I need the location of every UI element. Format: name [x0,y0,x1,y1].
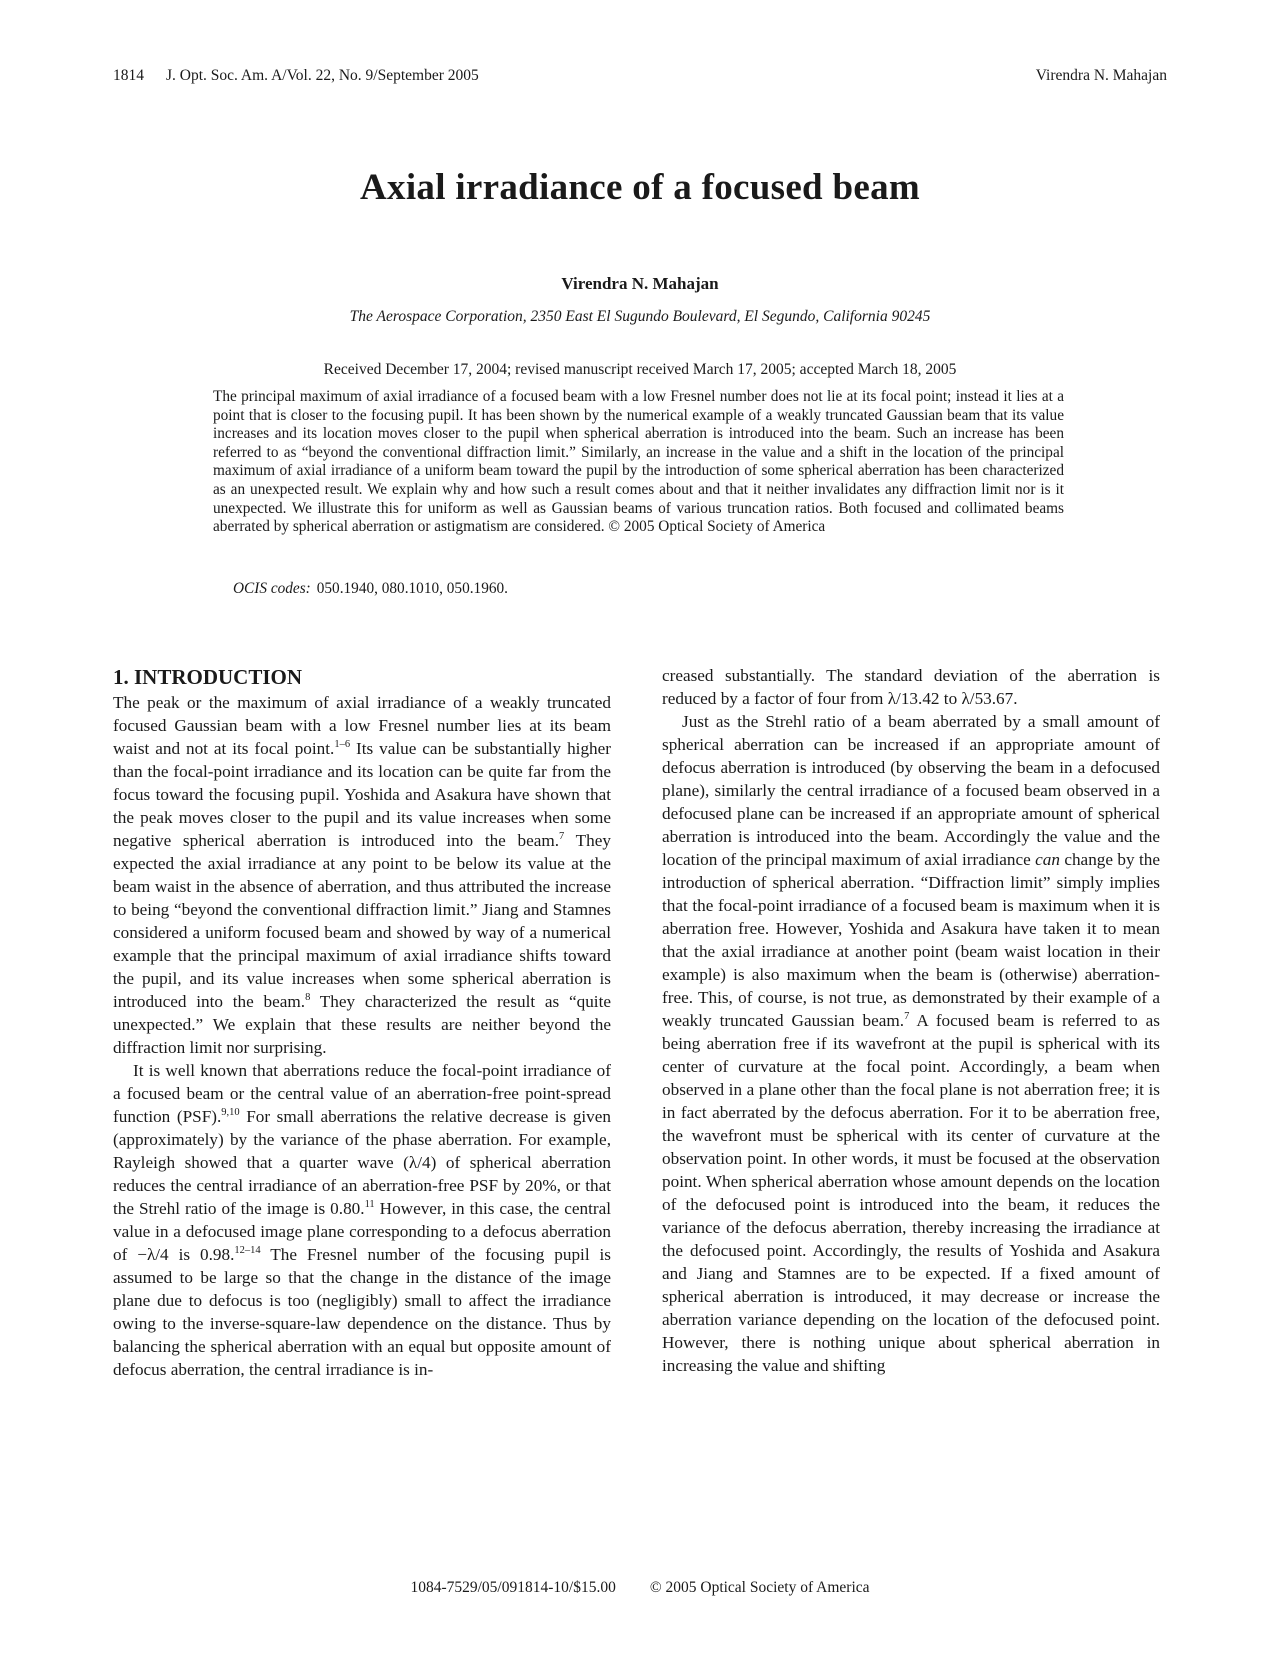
right-column [662,664,1160,1377]
text-run: For small aberrations the relative decrease is given (approximately) by the variance of the phase aberration. For example, Rayleigh showed that a quarter wave (λ/4) of spherical aberration reduces the central irradiance of an aberration-free PSF by 20%, or that the Strehl ratio of the image is 0.80. [113,1107,612,1218]
text-run: creased substantially. The standard deviation of the aberration is reduced by a factor of four from λ/13.42 to λ/53.67. [662,666,1160,708]
text-run: Just as the Strehl ratio of a beam aberrated by a small amount of spherical aberration can be increased if an appropriate amount of defocus aberration is introduced (by observing the beam in a defocused plane), similarly the central irradiance of a focused beam observed in a defocused plane can be increased if an appropriate amount of spherical aberration is introduced into the beam. Accordingly the value and the location of the principal maximum of axial irradiance [662,712,1160,869]
body-paragraph [113,1059,611,1381]
author-name: Virendra N. Mahajan [561,274,719,293]
text-run: It is well known that aberrations reduce the focal-point irradiance of a focused beam or the central value of an aberration-free point-spread function (PSF). [113,1061,611,1126]
running-header-left [113,66,479,86]
author-affiliation: The Aerospace Corporation, 2350 East El Sugundo Boulevard, El Segundo, California 90245 [349,308,931,325]
journal-citation: J. Opt. Soc. Am. A/Vol. 22, No. 9/September 2005 [166,67,479,84]
text-run: They expected the axial irradiance at any point to be below its value at the beam waist in the absence of aberration, and thus attributed the increase to being “beyond the conventional diffraction limit.” Jiang and Stamnes considered a uniform focused beam and showed by way of a numerical example that the principal maximum of axial irradiance shifts toward the pupil, and its value increases when some spherical aberration is introduced into the beam. [113,831,611,1011]
body-paragraph [662,710,1160,1377]
citation-ref: 1–6 [334,739,351,750]
citation-ref: 11 [364,1199,375,1210]
body-paragraph-continued [662,664,1160,710]
text-run: However, in this case, the central value in a defocused image plane corresponding to a defocus aberration of −λ/4 is 0.98. [113,1199,611,1264]
section-heading: 1. INTRODUCTION [113,665,303,689]
text-run: They characterized the result as “quite unexpected.” We explain that these results are neither beyond the diffraction limit nor surprising. [113,992,611,1057]
footer-copyright: © 2005 Optical Society of America [649,1579,870,1596]
text-run: A focused beam is referred to as being aberration free if its wavefront at the pupil is spherical with its center of curvature at the focal point. Accordingly, a beam when observed in a plane other than the focal plane is not aberration free; it is in fact aberrated by the defocus aberration. For it to be aberration free, the wavefront must be spherical with its center of curvature at the observation point. In other words, it must be focused at the observation point. When spherical aberration whose amount depends on the location of the defocused point is introduced into the beam, it reduces the variance of the defocus aberration, thereby increasing the irradiance at the defocused point. Accordingly, the results of Yoshida and Asakura and Jiang and Stamnes are to be expected. If a fixed amount of spherical aberration is introduced, it may decrease or increase the aberration variance depending on the location of the defocused point. However, there is nothing unique about spherical aberration in increasing the value and shifting [662,1011,1160,1375]
page-footer [0,1578,1280,1598]
received-dates: Received December 17, 2004; revised manuscript received March 17, 2005; accepted March 18, 2005 [323,361,957,378]
citation-ref: 8 [305,992,311,1003]
issn-price: 1084-7529/05/091814-10/$15.00 [410,1579,616,1596]
left-column [113,664,611,1381]
text-run: The peak or the maximum of axial irradiance of a weakly truncated focused Gaussian beam with a low Fresnel number lies at its beam waist and not at its focal point. [113,693,611,758]
body-paragraph [113,691,611,1059]
running-header-author: Virendra N. Mahajan [1035,67,1167,84]
page-number: 1814 [113,67,144,84]
citation-ref: 9,10 [221,1107,240,1118]
citation-ref: 12–14 [234,1245,261,1256]
paper-title: Axial irradiance of a focused beam [360,167,920,208]
ocis-label: OCIS codes: [233,580,311,597]
ocis-code-list: 050.1940, 080.1010, 050.1960. [316,580,508,597]
abstract: The principal maximum of axial irradiance of a focused beam with a low Fresnel number does not lie at its focal point; instead it lies at a point that is closer to the focusing pupil. It has been shown by the numerical example of a weakly truncated Gaussian beam that its value increases and its location moves closer to the pupil when spherical aberration is introduced into the beam. Such an increase has been referred to as “beyond the conventional diffraction limit.” Similarly, an increase in the value and a shift in the location of the principal maximum of axial irradiance of a uniform beam toward the pupil by the introduction of some spherical aberration has been characterized as an unexpected result. We explain why and how such a result comes about and that it neither invalidates any diffraction limit nor is it unexpected. We illustrate this for uniform as well as Gaussian beams of various truncation ratios. Both focused and collimated beams aberrated by spherical aberration or astigmatism are considered. © 2005 Optical Society of America [213,388,1064,536]
text-run: change by the introduction of spherical aberration. “Diffraction limit” simply implies that the focal-point irradiance of a focused beam is maximum when it is aberration free. However, Yoshida and Asakura have taken it to mean that the axial irradiance at another point (beam waist location in their example) is also maximum when the beam is (otherwise) aberration-free. This, of course, is not true, as demonstrated by their example of a weakly truncated Gaussian beam. [662,850,1160,1030]
text-run: Its value can be substantially higher than the focal-point irradiance and its location can be quite far from the focus toward the focusing pupil. Yoshida and Asakura have shown that the peak moves closer to the pupil and its value increases when some negative spherical aberration is introduced into the beam. [113,739,611,850]
emphasis: can [1035,850,1060,869]
citation-ref: 7 [904,1011,910,1022]
citation-ref: 7 [559,831,565,842]
text-run: The Fresnel number of the focusing pupil is assumed to be large so that the change in the distance of the image plane due to defocus is too (negligibly) small to affect the irradiance owing to the inverse-square-law dependence on the distance. Thus by balancing the spherical aberration with an equal but opposite amount of defocus aberration, the central irradiance is in- [113,1245,611,1379]
ocis-codes [233,579,508,598]
